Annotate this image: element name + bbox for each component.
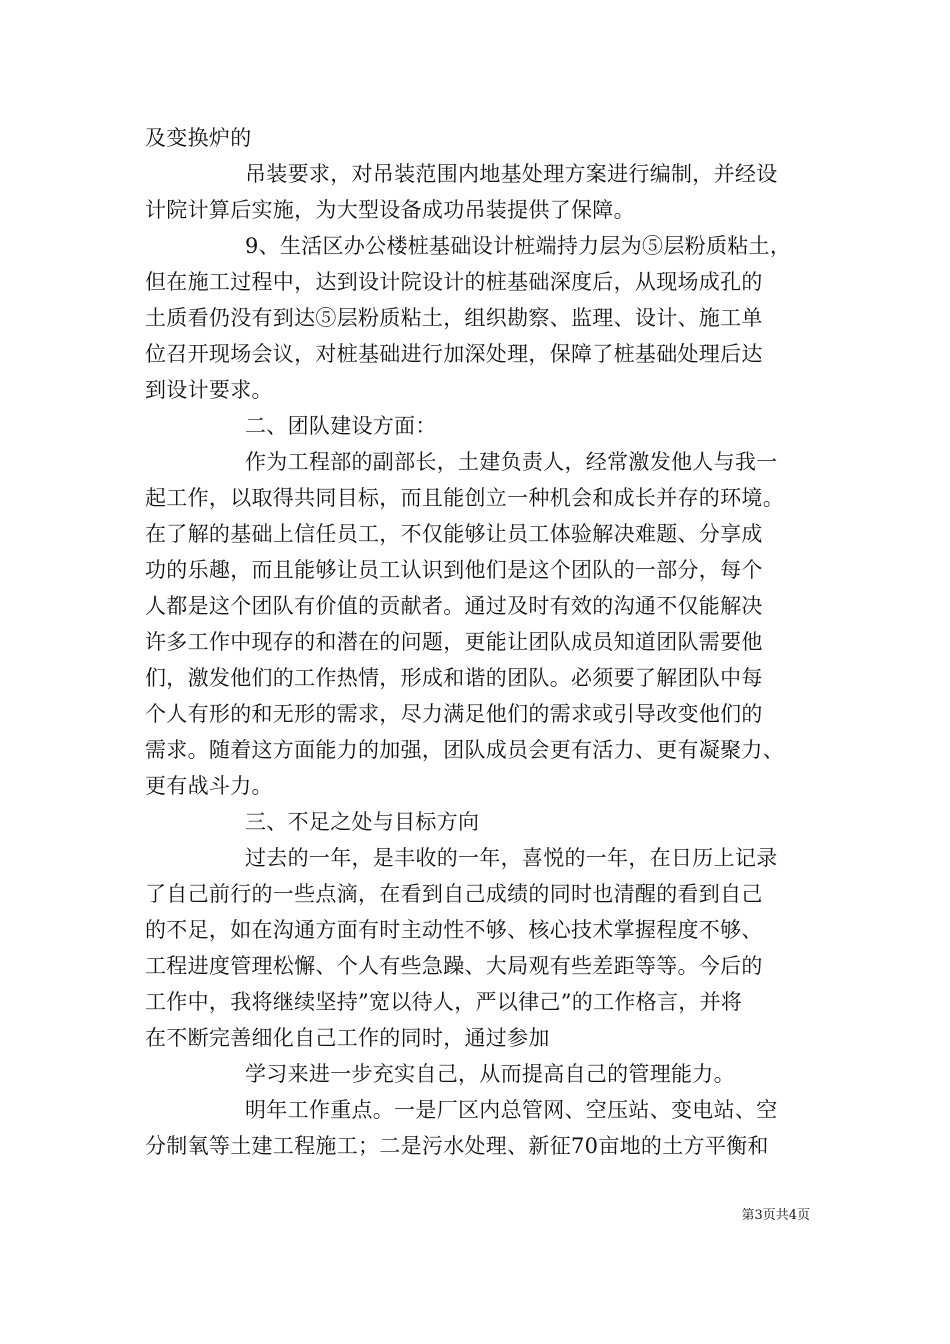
text-line: 位召开现场会议，对桩基础进行加深处理，保障了桩基础处理后达 xyxy=(145,342,763,366)
text-line: 作为工程部的副部长，土建负责人，经常激发他人与我一 xyxy=(245,450,778,474)
text-line: 需求。随着这方面能力的加强，团队成员会更有活力、更有凝聚力、 xyxy=(145,738,784,762)
section-heading: 三、不足之处与目标方向 xyxy=(245,810,480,834)
text-line: 了自己前行的一些点滴，在看到自己成绩的同时也清醒的看到自己 xyxy=(145,882,763,906)
text-line: 人都是这个团队有价值的贡献者。通过及时有效的沟通不仅能解决 xyxy=(145,594,763,618)
text-line: 功的乐趣，而且能够让员工认识到他们是这个团队的一部分，每个 xyxy=(145,558,763,582)
text-line: 们，激发他们的工作热情，形成和谐的团队。必须要了解团队中每 xyxy=(145,666,763,690)
text-line: 计院计算后实施，为大型设备成功吊装提供了保障。 xyxy=(145,198,635,222)
text-line: 土质看仍没有到达⑤层粉质粘土，组织勘察、监理、设计、施工单 xyxy=(145,306,763,330)
text-line: 过去的一年，是丰收的一年，喜悦的一年，在日历上记录 xyxy=(245,846,778,870)
text-line: 在了解的基础上信任员工，不仅能够让员工体验解决难题、分享成 xyxy=(145,522,763,546)
text-line: 许多工作中现存的和潜在的问题，更能让团队成员知道团队需要他 xyxy=(145,630,763,654)
text-line: 更有战斗力。 xyxy=(145,774,273,798)
text-line: 9、生活区办公楼桩基础设计桩端持力层为⑤层粉质粘土， xyxy=(245,234,792,258)
text-line: 明年工作重点。一是厂区内总管网、空压站、变电站、空 xyxy=(245,1098,778,1122)
text-line: 的不足，如在沟通方面有时主动性不够、核心技术掌握程度不够、 xyxy=(145,918,763,942)
text-line: 及变换炉的 xyxy=(145,126,252,150)
text-line: 起工作，以取得共同目标，而且能创立一种机会和成长并存的环境。 xyxy=(145,486,784,510)
text-line: 个人有形的和无形的需求，尽力满足他们的需求或引导改变他们的 xyxy=(145,702,763,726)
section-heading: 二、团队建设方面： xyxy=(245,414,437,438)
text-line: 吊装要求，对吊装范围内地基处理方案进行编制，并经设 xyxy=(245,162,778,186)
text-line: 工程进度管理松懈、个人有些急躁、大局观有些差距等等。今后的 xyxy=(145,954,763,978)
text-line: 在不断完善细化自己工作的同时，通过参加 xyxy=(145,1026,550,1050)
text-line: 到设计要求。 xyxy=(145,378,273,402)
text-line: 分制氧等土建工程施工；二是污水处理、新征70亩地的土方平衡和 xyxy=(145,1134,769,1158)
text-line: 但在施工过程中，达到设计院设计的桩基础深度后，从现场成孔的 xyxy=(145,270,763,294)
page-number: 第3页共4页 xyxy=(741,1208,810,1223)
text-line: 学习来进一步充实自己，从而提高自己的管理能力。 xyxy=(245,1062,735,1086)
text-line: 工作中，我将继续坚持”宽以待人，严以律己”的工作格言，并将 xyxy=(145,990,743,1014)
